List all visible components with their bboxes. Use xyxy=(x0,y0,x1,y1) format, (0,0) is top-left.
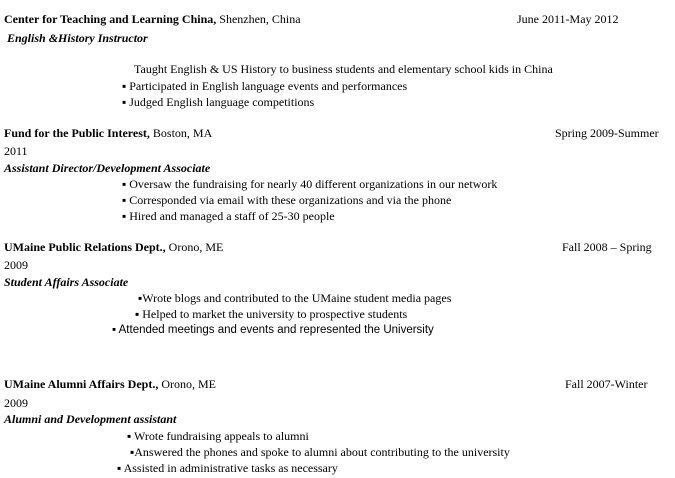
job-2-location: Boston, MA xyxy=(149,126,213,140)
job-1-role: English &History Instructor xyxy=(7,31,148,45)
job-4-bullet-1: ▪ Wrote fundraising appeals to alumni xyxy=(127,429,309,443)
job-4-role: Alumni and Development assistant xyxy=(4,412,177,426)
job-2-dates-cont: 2011 xyxy=(4,144,28,158)
job-4-header xyxy=(4,377,216,391)
job-4-dates: Fall 2007-Winter xyxy=(565,377,648,391)
job-2-role: Assistant Director/Development Associate xyxy=(4,161,211,175)
job-3-header xyxy=(4,240,223,254)
job-1-bullet-2: ▪ Participated in English language events and performances xyxy=(122,79,408,93)
job-3-bullet-1: ▪Wrote blogs and contributed to the UMaine student media pages xyxy=(138,291,452,305)
job-3-bullet-3: ▪ Attended meetings and events and represented the University xyxy=(112,324,434,336)
job-4-bullet-2: ▪Answered the phones and spoke to alumni about contributing to the university xyxy=(130,445,510,459)
job-2-bullet-1: ▪ Oversaw the fundraising for nearly 40 different organizations in our network xyxy=(122,177,498,191)
job-3-bullet-2: ▪ Helped to market the university to prospective students xyxy=(135,307,408,321)
job-1-bullet-1: Taught English & US History to business students and elementary school kids in China xyxy=(134,62,553,76)
job-3-dates: Fall 2008 – Spring xyxy=(562,240,652,254)
job-2-header xyxy=(4,126,212,140)
job-2-dates: Spring 2009-Summer xyxy=(555,126,659,140)
job-1-header xyxy=(4,12,301,26)
job-1-location: Shenzhen, China xyxy=(216,12,301,26)
job-4-bullet-3: ▪ Assisted in administrative tasks as necessary xyxy=(117,461,338,475)
job-1-bullet-3: ▪ Judged English language competitions xyxy=(122,95,315,109)
job-1-org: Center for Teaching and Learning China, xyxy=(4,12,217,26)
job-2-bullet-3: ▪ Hired and managed a staff of 25-30 people xyxy=(122,209,335,223)
job-3-dates-cont: 2009 xyxy=(4,258,28,272)
job-3-location: Orono, ME xyxy=(165,240,224,254)
job-4-location: Orono, ME xyxy=(158,377,217,391)
job-3-role: Student Affairs Associate xyxy=(4,275,129,289)
job-3-org: UMaine Public Relations Dept., xyxy=(4,240,166,254)
job-4-dates-cont: 2009 xyxy=(4,396,28,410)
job-2-bullet-2: ▪ Corresponded via email with these organizations and via the phone xyxy=(122,193,452,207)
job-2-org: Fund for the Public Interest, xyxy=(4,126,150,140)
job-4-org: UMaine Alumni Affairs Dept., xyxy=(4,377,159,391)
job-1-dates: June 2011-May 2012 xyxy=(517,12,619,26)
